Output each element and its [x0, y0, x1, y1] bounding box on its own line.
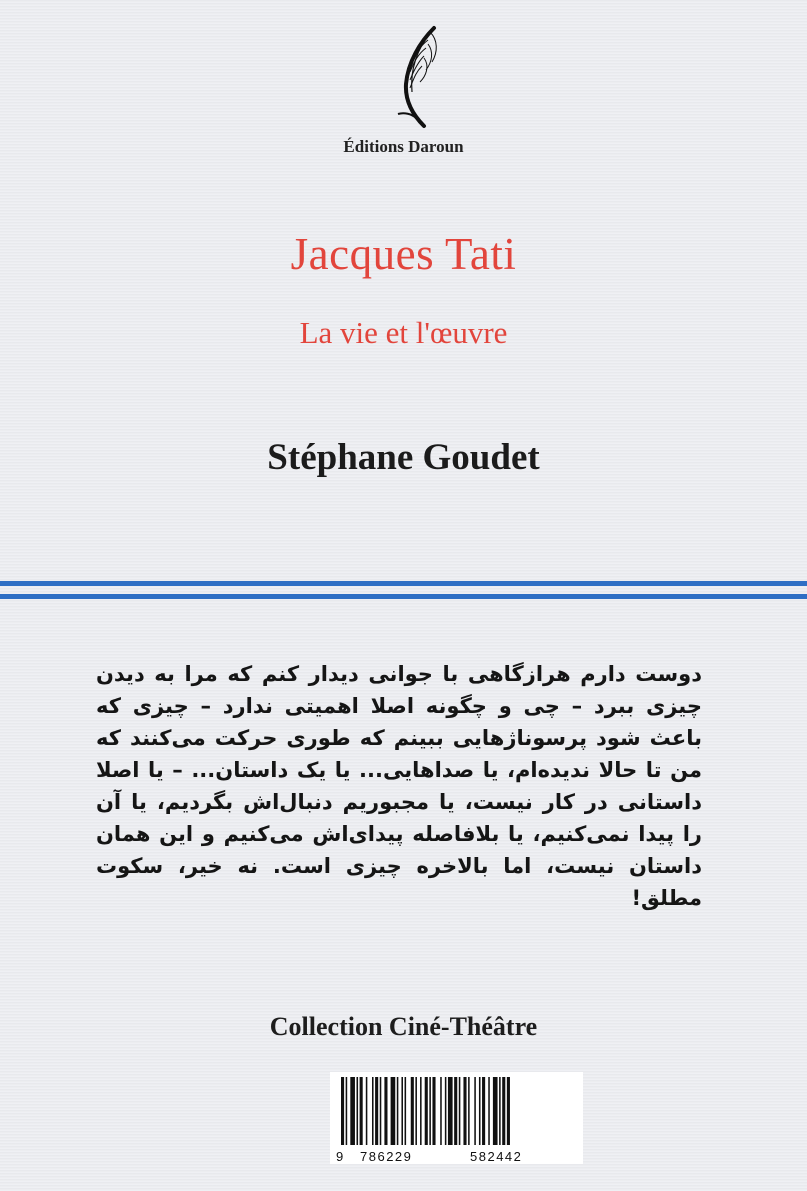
quill-feather-logo [372, 22, 452, 132]
book-subtitle: La vie et l'œuvre [299, 315, 508, 350]
barcode-bar [401, 1077, 403, 1145]
book-title: Jacques Tati [290, 229, 517, 279]
barcode-bar [405, 1077, 407, 1145]
barcode-bar [488, 1077, 490, 1145]
barcode-bar [474, 1077, 476, 1145]
back-cover-blurb: دوست دارم هرازگاهی با جوانی دیدار کنم که مرا به دیدن چیزی ببرد – چی و چگونه اصلا اهمیتی ندارد – چیزی که باعث شود پرسوناژهایی ببینم که طوری حرکت می‌کنند که من تا حالا ندیده‌ام، یا صداهایی... یا یک داستان... – یا اصلا داستانی در کار نیست، یا مجبوریم دنبال‌اش بگردیم، یا آن را پیدا نمی‌کنیم، یا بلافاصله پیدای‌اش می‌کنیم و این همان داستان نیست، اما بالاخره چیزی است. نه خیر، سکوت مطلق! [96, 662, 702, 910]
publisher-name: Éditions Daroun [343, 137, 464, 156]
isbn-left-digits: 786229 [360, 1149, 413, 1164]
barcode-bar [425, 1077, 428, 1145]
barcode-bar [479, 1077, 481, 1145]
barcode-bar [341, 1077, 344, 1145]
collection-name: Collection Ciné-Théâtre [269, 1012, 538, 1041]
barcode-bar [448, 1077, 453, 1145]
barcode-bar [432, 1077, 435, 1145]
barcode-bar [454, 1077, 457, 1145]
barcode-bar [375, 1077, 378, 1145]
barcode-bar [357, 1077, 359, 1145]
barcode-bar [420, 1077, 422, 1145]
blue-divider-bottom [0, 594, 807, 599]
barcode-bar [391, 1077, 396, 1145]
barcode-bar [411, 1077, 414, 1145]
barcode-bar [459, 1077, 461, 1145]
barcode-bar [468, 1077, 470, 1145]
barcode-bar [499, 1077, 501, 1145]
barcode-bar [429, 1077, 431, 1145]
barcode-bar [350, 1077, 355, 1145]
isbn-lead-digit: 9 [336, 1149, 344, 1164]
barcode-bar [482, 1077, 485, 1145]
blue-divider-top [0, 581, 807, 586]
barcode-bar [380, 1077, 382, 1145]
barcode-bar [493, 1077, 498, 1145]
barcode-bar [463, 1077, 466, 1145]
barcode-bar [366, 1077, 368, 1145]
barcode-bar [445, 1077, 447, 1145]
barcode-bar [360, 1077, 363, 1145]
author-name: Stéphane Goudet [267, 437, 540, 478]
barcode-bar [507, 1077, 510, 1145]
barcode-bar [440, 1077, 442, 1145]
barcode-bar [502, 1077, 505, 1145]
barcode-bar [372, 1077, 374, 1145]
barcode-bar [415, 1077, 417, 1145]
barcode-bar [397, 1077, 399, 1145]
barcode-bar [384, 1077, 387, 1145]
barcode-icon [341, 1077, 573, 1145]
barcode-bar [346, 1077, 348, 1145]
isbn-right-digits: 582442 [470, 1149, 523, 1164]
